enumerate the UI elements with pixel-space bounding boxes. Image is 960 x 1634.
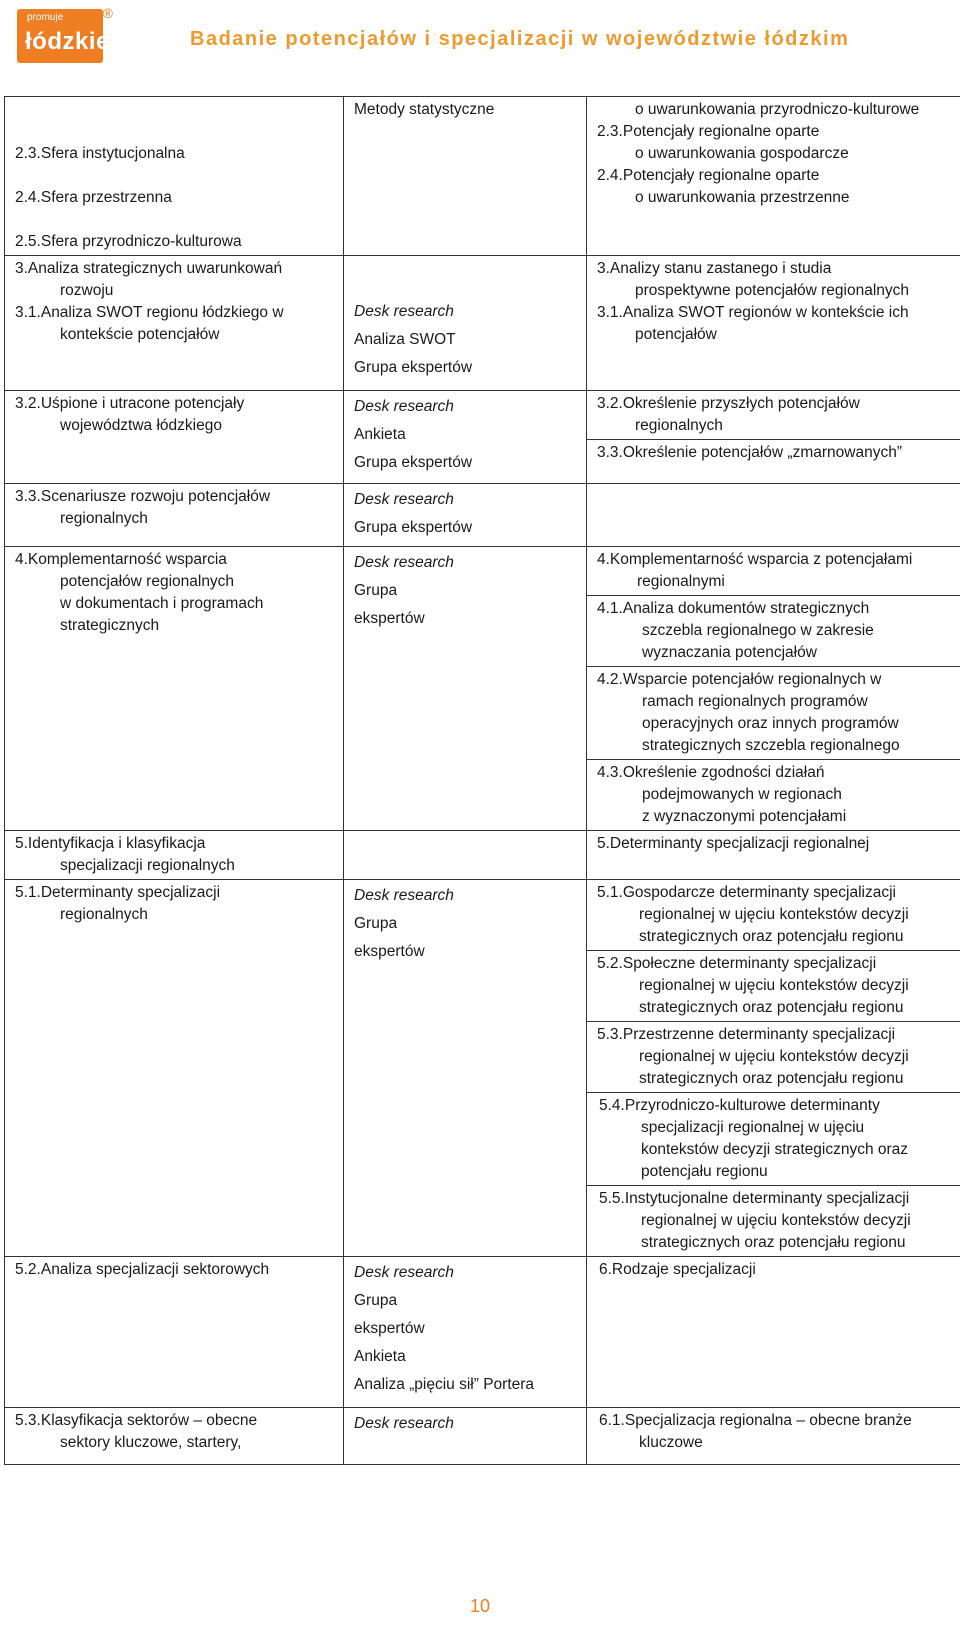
result-item: regionalnej w ujęciu kontekstów decyzji: [641, 1212, 911, 1229]
result-item: strategicznych oraz potencjału regionu: [639, 999, 904, 1016]
result-item: strategicznych oraz potencjału regionu: [639, 1070, 904, 1087]
cell-scope: [5, 256, 344, 391]
result-item: kontekstów decyzji strategicznych oraz: [641, 1141, 909, 1158]
scope-item: sektory kluczowe, startery,: [60, 1434, 242, 1451]
result-item: 3.1.Analiza SWOT regionów w kontekście ich: [597, 304, 909, 321]
result-item: 4.Komplementarność wsparcia z potencjałami: [597, 551, 913, 568]
cell-scope: [5, 484, 344, 547]
scope-item: 3.1.Analiza SWOT regionu łódzkiego w: [15, 304, 284, 321]
cell-results: [587, 880, 960, 1257]
result-item: ramach regionalnych programów: [642, 693, 868, 710]
scope-item: rozwoju: [60, 282, 114, 299]
cell-methods: [344, 97, 587, 256]
result-item: potencjałów: [635, 326, 717, 343]
result-item: 3.2.Określenie przyszłych potencjałów: [597, 395, 860, 412]
table-row: [5, 391, 960, 484]
result-item: 5.4.Przyrodniczo-kulturowe determinanty: [599, 1097, 880, 1114]
scope-item: specjalizacji regionalnych: [60, 857, 235, 874]
scope-item: 5.Identyfikacja i klasyfikacja: [15, 835, 206, 852]
table-row: [5, 1408, 960, 1465]
cell-methods: [344, 880, 587, 1257]
scope-item: w dokumentach i programach: [60, 595, 264, 612]
method-item: Grupa ekspertów: [354, 454, 473, 471]
method-item: Grupa: [354, 582, 398, 599]
result-item: potencjału regionu: [641, 1163, 768, 1180]
table-row: [5, 831, 960, 880]
table-row: [5, 484, 960, 547]
table-row: [5, 97, 960, 256]
cell-scope: [5, 97, 344, 256]
logo-big-text: łódzkie: [25, 28, 110, 55]
result-item: 5.1.Gospodarcze determinanty specjalizacji: [597, 884, 896, 901]
result-item: 2.3.Potencjały regionalne oparte: [597, 123, 820, 140]
result-item: regionalnej w ujęciu kontekstów decyzji: [639, 906, 909, 923]
result-item: strategicznych szczebla regionalnego: [642, 737, 900, 754]
scope-item: kontekście potencjałów: [60, 326, 220, 343]
result-item: o uwarunkowania przyrodniczo-kulturowe: [635, 101, 920, 118]
result-item: operacyjnych oraz innych programów: [642, 715, 899, 732]
method-item: Grupa ekspertów: [354, 519, 473, 536]
result-item: strategicznych oraz potencjału regionu: [641, 1234, 906, 1251]
cell-results: [587, 1408, 960, 1465]
result-item: regionalnych: [635, 417, 723, 434]
method-item: ekspertów: [354, 610, 425, 627]
method-item: Ankieta: [354, 426, 406, 443]
result-item: 4.1.Analiza dokumentów strategicznych: [597, 600, 870, 617]
document-header-title: Badanie potencjałów i specjalizacji w województwie łódzkim: [190, 28, 850, 50]
table-row: [5, 1257, 960, 1408]
result-item: regionalnej w ujęciu kontekstów decyzji: [639, 977, 909, 994]
cell-scope: [5, 880, 344, 1257]
method-item: Desk research: [354, 554, 454, 571]
result-item: 6.1.Specjalizacja regionalna – obecne branże: [599, 1412, 912, 1429]
result-item: prospektywne potencjałów regionalnych: [635, 282, 909, 299]
cell-results: [587, 547, 960, 831]
result-item: o uwarunkowania przestrzenne: [635, 189, 850, 206]
scope-item: województwa łódzkiego: [60, 417, 222, 434]
result-item: 5.5.Instytucjonalne determinanty specjalizacji: [599, 1190, 910, 1207]
result-item: specjalizacji regionalnej w ujęciu: [641, 1119, 865, 1136]
method-item: Grupa ekspertów: [354, 359, 473, 376]
method-item: ekspertów: [354, 1320, 425, 1337]
method-item: Desk research: [354, 1415, 454, 1432]
table-row: [5, 256, 960, 391]
method-item: Desk research: [354, 303, 454, 320]
method-item: Desk research: [354, 887, 454, 904]
logo-small-text: promuje: [27, 12, 64, 23]
cell-methods: [344, 831, 587, 880]
cell-scope: [5, 391, 344, 484]
result-item: 4.2.Wsparcie potencjałów regionalnych w: [597, 671, 882, 688]
method-item: Analiza SWOT: [354, 331, 456, 348]
method-item: Analiza „pięciu sił” Portera: [354, 1376, 535, 1393]
scope-item: 5.2.Analiza specjalizacji sektorowych: [15, 1261, 270, 1278]
cell-scope: [5, 831, 344, 880]
scope-item: 2.4.Sfera przestrzenna: [15, 189, 172, 206]
cell-methods: [344, 256, 587, 391]
method-item: Desk research: [354, 1264, 454, 1281]
cell-scope: [5, 547, 344, 831]
result-item: kluczowe: [639, 1434, 703, 1451]
result-item: 4.3.Określenie zgodności działań: [597, 764, 825, 781]
result-item: regionalnymi: [637, 573, 725, 590]
result-item: podejmowanych w regionach: [642, 786, 842, 803]
result-item: 5.Determinanty specjalizacji regionalnej: [597, 835, 870, 852]
method-item: Metody statystyczne: [354, 101, 495, 118]
method-item: ekspertów: [354, 943, 425, 960]
result-item: 6.Rodzaje specjalizacji: [599, 1261, 756, 1278]
result-item: 5.2.Społeczne determinanty specjalizacji: [597, 955, 877, 972]
result-item: strategicznych oraz potencjału regionu: [639, 928, 904, 945]
cell-methods: [344, 1257, 587, 1408]
cell-methods: [344, 484, 587, 547]
page-number: 10: [469, 1596, 491, 1616]
scope-item: regionalnych: [60, 510, 148, 527]
scope-item: 2.5.Sfera przyrodniczo-kulturowa: [15, 233, 242, 250]
research-plan-table: [4, 96, 960, 1465]
scope-item: 3.2.Uśpione i utracone potencjały: [15, 395, 245, 412]
cell-results: [587, 391, 960, 484]
promuje-lodzkie-logo: [17, 5, 113, 63]
method-item: Grupa: [354, 915, 398, 932]
result-item: wyznaczania potencjałów: [642, 644, 817, 661]
cell-results: [587, 484, 960, 547]
table-row: [5, 880, 960, 1257]
scope-item: potencjałów regionalnych: [60, 573, 235, 590]
cell-results: [587, 256, 960, 391]
cell-results: [587, 97, 960, 256]
result-item: regionalnej w ujęciu kontekstów decyzji: [639, 1048, 909, 1065]
result-item: z wyznaczonymi potencjałami: [642, 808, 847, 825]
result-item: 3.3.Określenie potencjałów „zmarnowanych”: [597, 444, 902, 461]
scope-item: regionalnych: [60, 906, 148, 923]
scope-item: 3.Analiza strategicznych uwarunkowań: [15, 260, 283, 277]
method-item: Desk research: [354, 398, 454, 415]
scope-item: 2.3.Sfera instytucjonalna: [15, 145, 185, 162]
cell-methods: [344, 391, 587, 484]
cell-scope: [5, 1257, 344, 1408]
scope-item: strategicznych: [60, 617, 160, 634]
result-item: 2.4.Potencjały regionalne oparte: [597, 167, 820, 184]
method-item: Desk research: [354, 491, 454, 508]
scope-item: 5.1.Determinanty specjalizacji: [15, 884, 221, 901]
cell-methods: [344, 1408, 587, 1465]
scope-item: 4.Komplementarność wsparcia: [15, 551, 227, 568]
result-item: o uwarunkowania gospodarcze: [635, 145, 849, 162]
registered-mark: ®: [102, 5, 113, 21]
table-row: [5, 547, 960, 831]
result-item: szczebla regionalnego w zakresie: [642, 622, 874, 639]
cell-methods: [344, 547, 587, 831]
method-item: Ankieta: [354, 1348, 406, 1365]
result-item: 3.Analizy stanu zastanego i studia: [597, 260, 832, 277]
cell-scope: [5, 1408, 344, 1465]
cell-results: [587, 1257, 960, 1408]
method-item: Grupa: [354, 1292, 398, 1309]
scope-item: 3.3.Scenariusze rozwoju potencjałów: [15, 488, 271, 505]
result-item: 5.3.Przestrzenne determinanty specjalizacji: [597, 1026, 896, 1043]
scope-item: 5.3.Klasyfikacja sektorów – obecne: [15, 1412, 258, 1429]
cell-results: [587, 831, 960, 880]
